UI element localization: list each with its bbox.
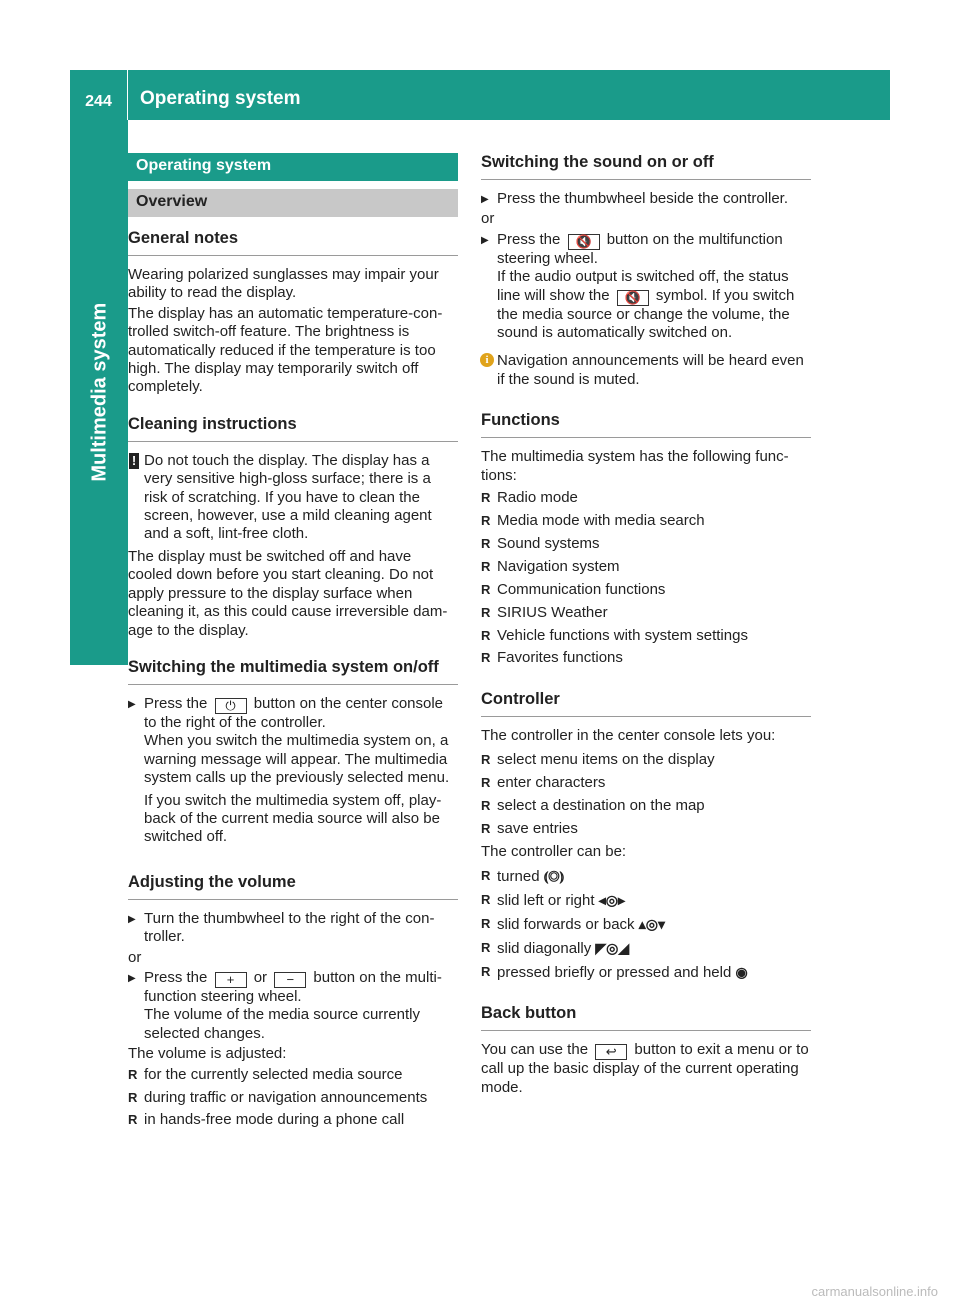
header-title: Operating system — [140, 87, 301, 109]
step-text: button on the center console to the right of the controller. — [144, 694, 444, 731]
info-text: Navigation announcements will be heard even if the sound is muted. — [497, 352, 804, 388]
heading-back-button: Back button — [481, 1002, 811, 1031]
controller-slide-lr-icon: ◂◎▸ — [598, 892, 625, 909]
action-text: slid forwards or back — [497, 916, 635, 934]
list-item: R Navigation system — [481, 558, 811, 576]
plus-icon: + — [215, 972, 247, 988]
list-item: R enter characters — [481, 774, 811, 792]
step-item: ▶ Press the thumbwheel beside the controller. — [481, 190, 811, 208]
or-text: or — [481, 210, 495, 228]
step-text: button on the multifunction steering wheel. — [497, 230, 783, 267]
paragraph: The multimedia system has the following func- tions: — [481, 448, 789, 484]
right-column — [481, 151, 811, 1099]
watermark: carmanualsonline.info — [811, 1284, 938, 1299]
heading-controller: Controller — [481, 688, 811, 717]
list-item: R select menu items on the display — [481, 751, 811, 769]
paragraph: The display has an automatic temperature-con- trolled switch-off feature. The brightness is automatically reduced if the temperature is too high. The display may temporarily switch off completely. — [128, 304, 443, 396]
page-header — [70, 70, 890, 120]
step-detail — [497, 268, 811, 342]
paragraph-text: You can use the — [481, 1041, 589, 1059]
paragraph: The display must be switched off and have cooled down before you start cleaning. Do not apply pressure to the display surface when cleaning it, as this could cause irreversible dam- age to the display. — [128, 547, 448, 639]
side-tab-label: Multimedia system — [87, 303, 110, 482]
section-title: Operating system — [128, 153, 458, 181]
step-detail: The volume of the media source currently selected changes. — [144, 1006, 420, 1042]
list-item: R save entries — [481, 820, 811, 838]
heading-switching: Switching the multimedia system on/off — [128, 656, 458, 685]
list-item: R Communication functions — [481, 581, 811, 599]
mute-icon: 🔇 — [568, 234, 600, 250]
step-text: button on the multi- function steering wheel. — [144, 968, 442, 1005]
list-item: R Radio mode — [481, 489, 811, 507]
info-note — [481, 352, 811, 389]
page-number: 244 — [70, 70, 128, 120]
list-item: R during traffic or navigation announcements — [128, 1089, 458, 1107]
controller-slide-diag-icon: ◤◎◢ — [595, 939, 630, 956]
minus-icon: − — [274, 972, 306, 988]
step-item: ▶ Turn the thumbwheel to the right of the con- troller. — [128, 910, 458, 947]
paragraph: The controller can be: — [481, 842, 627, 860]
list-item: R SIRIUS Weather — [481, 604, 811, 622]
heading-general-notes: General notes — [128, 227, 458, 256]
step-text: If the audio output is switched off, the status line will show the — [497, 268, 789, 304]
paragraph: The controller in the center console lets you: — [481, 726, 776, 744]
controller-slide-fb-icon: ▴◎▾ — [638, 916, 666, 933]
warning-note — [128, 452, 458, 544]
heading-functions: Functions — [481, 409, 811, 438]
step-text: symbol. If you switch the media source or change the volume, the sound is automatically switched on. — [497, 286, 795, 342]
left-column — [128, 153, 458, 1134]
action-text: pressed briefly or pressed and held — [497, 963, 732, 981]
list-item — [481, 939, 811, 958]
paragraph — [481, 1041, 811, 1097]
step-text: or — [253, 968, 268, 986]
warning-text: Do not touch the display. The display has a very sensitive high-gloss surface; there is a risk of scratching. If you have to clean the screen, however, use a mild cleaning agent and a soft, lint-free cloth. — [144, 451, 432, 543]
controller-turn-icon: ⦅◎⦆ — [543, 868, 565, 885]
list-item — [481, 915, 811, 934]
step-item — [481, 231, 811, 343]
paragraph: Wearing polarized sunglasses may impair your ability to read the display. — [128, 266, 439, 302]
heading-sound: Switching the sound on or off — [481, 151, 811, 180]
list-item: R Favorites functions — [481, 649, 811, 667]
list-item — [481, 891, 811, 910]
list-item: R for the currently selected media source — [128, 1066, 458, 1084]
list-item — [481, 867, 811, 886]
step-item — [128, 695, 458, 847]
paragraph-text: button to exit a menu or to call up the basic display of the current operating mode. — [481, 1041, 809, 1096]
subsection-title: Overview — [128, 189, 458, 217]
info-icon: i — [480, 353, 494, 367]
controller-press-icon: ◉ — [735, 963, 748, 980]
list-item: R select a destination on the map — [481, 797, 811, 815]
step-detail: When you switch the multimedia system on, a warning message will appear. The multimedia system calls up the previously selected menu. — [144, 732, 450, 787]
mute-icon: 🔇 — [617, 290, 649, 306]
paragraph: The volume is adjusted: — [128, 1045, 287, 1063]
step-item — [128, 969, 458, 1043]
power-icon: ⏻ — [215, 698, 247, 714]
action-text: turned — [497, 868, 540, 886]
warning-icon: ! — [129, 453, 139, 469]
back-icon: ↩ — [595, 1044, 627, 1060]
step-text: Press the — [144, 968, 208, 986]
step-text: Press the — [144, 694, 208, 712]
heading-cleaning: Cleaning instructions — [128, 413, 458, 442]
list-item: R in hands-free mode during a phone call — [128, 1111, 458, 1129]
action-text: slid diagonally — [497, 939, 592, 957]
or-text: or — [128, 948, 142, 966]
step-detail: If you switch the multimedia system off, play- back of the current media source will also be switched off. — [144, 791, 442, 846]
heading-volume: Adjusting the volume — [128, 871, 458, 900]
list-item: R Sound systems — [481, 535, 811, 553]
list-item — [481, 963, 811, 982]
list-item: R Vehicle functions with system settings — [481, 627, 811, 645]
step-text: Press the — [497, 230, 561, 248]
list-item: R Media mode with media search — [481, 512, 811, 530]
side-tab-label-wrap — [70, 120, 128, 665]
action-text: slid left or right — [497, 892, 595, 910]
